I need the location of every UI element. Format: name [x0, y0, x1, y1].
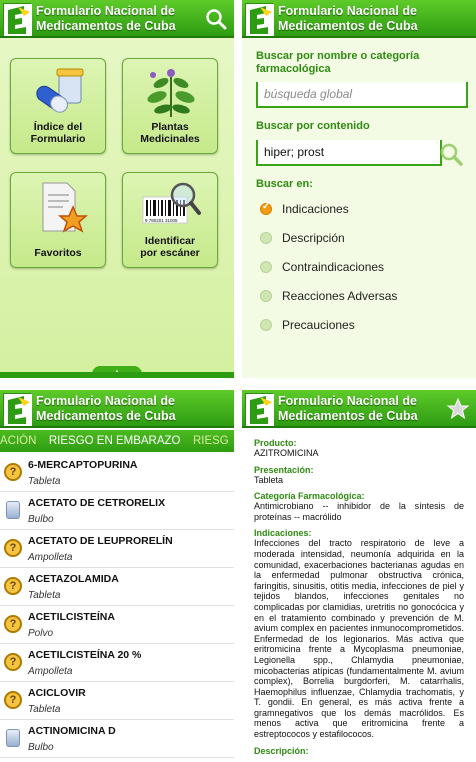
content-search-field[interactable]: [256, 140, 442, 166]
drug-name: ACICLOVIR: [28, 687, 86, 699]
drug-detail-screen: [242, 390, 476, 762]
home-screen: [0, 0, 234, 378]
question-icon: ?: [4, 615, 22, 633]
question-icon: ?: [4, 653, 22, 671]
radio-unchecked-icon: [260, 319, 272, 331]
plant-icon: [141, 67, 201, 119]
drug-name: ACETATO DE CETRORELIX: [28, 497, 166, 509]
drug-presentation: Tableta: [28, 704, 61, 715]
svg-text:9 780201 31005: 9 780201 31005: [145, 218, 178, 223]
vial-icon: [4, 501, 22, 519]
drug-presentation: Tableta: [28, 476, 61, 487]
drug-presentation: Bulbo: [28, 514, 54, 525]
list-item[interactable]: [0, 644, 234, 682]
drug-name: 6-MERCAPTOPURINA: [28, 459, 138, 471]
list-item[interactable]: [0, 530, 234, 568]
drug-detail-content: [242, 432, 476, 762]
drug-name: ACETILCISTEÍNA: [28, 611, 115, 623]
categoria-value: Antimicrobiano -- inhibidor de la síntesis de proteínas -- macrólido: [254, 501, 464, 522]
tile-indice-formulario[interactable]: [10, 58, 106, 154]
tab-next[interactable]: RIESG: [192, 435, 229, 447]
bottom-bar: [0, 372, 234, 378]
radio-unchecked-icon: [260, 290, 272, 302]
producto-label: Producto:: [254, 438, 297, 448]
question-icon: ?: [4, 463, 22, 481]
list-item[interactable]: [0, 492, 234, 530]
app-logo: [3, 393, 31, 425]
tile-label: Favoritos: [34, 247, 82, 259]
question-icon: ?: [4, 539, 22, 557]
list-item[interactable]: [0, 568, 234, 606]
app-title: Formulario Nacional de Medicamentos de Cuba: [36, 4, 176, 33]
app-title: Formulario Nacional de Medicamentos de Cuba: [278, 394, 418, 423]
pills-icon: [29, 67, 89, 119]
indicaciones-label: Indicaciones:: [254, 528, 312, 539]
app-logo: [245, 393, 273, 425]
tile-label: Plantas Medicinales: [140, 121, 200, 145]
list-item[interactable]: [0, 606, 234, 644]
search-screen: [242, 0, 476, 378]
drug-list-screen: [0, 390, 234, 762]
app-header: [242, 390, 476, 428]
app-header: [0, 390, 234, 428]
option-reacciones-adversas[interactable]: Reacciones Adversas: [260, 286, 397, 306]
list-item[interactable]: [0, 720, 234, 758]
drug-presentation: Polvo: [28, 628, 54, 639]
global-search-input[interactable]: [258, 82, 466, 106]
barcode-scanner-icon: [141, 181, 201, 233]
option-contraindicaciones[interactable]: Contraindicaciones: [260, 257, 384, 277]
radio-checked-icon: [260, 203, 272, 215]
app-title: Formulario Nacional de Medicamentos de Cuba: [36, 394, 176, 423]
option-descripcion[interactable]: Descripción: [260, 228, 345, 248]
star-icon[interactable]: [446, 397, 470, 421]
presentacion-label: Presentación:: [254, 464, 314, 475]
option-indicaciones[interactable]: ✓ Indicaciones: [260, 199, 349, 219]
drug-name: ACTINOMICINA D: [28, 725, 116, 737]
list-item[interactable]: [0, 682, 234, 720]
tile-plantas-medicinales[interactable]: [122, 58, 218, 154]
option-precauciones[interactable]: Precauciones: [260, 315, 355, 335]
radio-unchecked-icon: [260, 232, 272, 244]
favorite-document-icon: [29, 181, 89, 233]
drug-presentation: Ampolleta: [28, 552, 73, 563]
drug-name: ACETAZOLAMIDA: [28, 573, 119, 585]
question-icon: ?: [4, 577, 22, 595]
radio-unchecked-icon: [260, 261, 272, 273]
descripcion-label: Descripción:: [254, 745, 309, 756]
app-logo: [3, 3, 31, 35]
global-search-field[interactable]: [256, 82, 468, 108]
tile-label: Índice del Formulario: [30, 121, 86, 145]
app-logo: [245, 3, 273, 35]
search-icon[interactable]: [204, 7, 228, 31]
drug-presentation: Tableta: [28, 590, 61, 601]
drug-name: ACETILCISTEÍNA 20 %: [28, 649, 142, 661]
app-header: [0, 0, 234, 38]
tile-identificar-escaner[interactable]: [122, 172, 218, 268]
search-icon[interactable]: [438, 142, 464, 166]
presentacion-value: Tableta: [254, 474, 284, 485]
question-icon: ?: [4, 691, 22, 709]
tile-favoritos[interactable]: [10, 172, 106, 268]
search-in-label: Buscar en:: [256, 178, 313, 190]
vial-icon: [4, 729, 22, 747]
app-title: Formulario Nacional de Medicamentos de Cuba: [278, 4, 418, 33]
search-name-label: Buscar por nombre o categoría farmacológica: [256, 50, 420, 75]
drug-name: ACETATO DE LEUPRORELÍN: [28, 535, 173, 547]
tile-label: Identificar por escáner: [140, 235, 200, 259]
tab-prev[interactable]: ACIÓN: [0, 435, 37, 447]
app-header: [242, 0, 476, 38]
category-tabs: [0, 430, 234, 452]
search-content-label: Buscar por contenido: [256, 120, 370, 132]
drug-presentation: Bulbo: [28, 742, 54, 753]
indicaciones-value: Infecciones del tracto respiratorio de leve a moderada intensidad, neumonía adquirida en la comunidad, exacerbaciones bacterianas agudas en la enfermedad pulmonar obstructiva crónica, faringitis, sinusitis, otitis media, infecciones de piel y tejidos blandos, infecciones genitales no complicadas por clamidias, uretritis no gonocócica y en el tratamiento combinado y prevención de M. avium complex en pacientes inmunocomprometidos. Enfermedad de los legionarios. Más activa que eritromicina frente a Mycoplasma pneumoniae, Legionella spp., Chlamydia pneumoniae, micobacterias atípicas (fundamentalmente M. avium complex), Borrelia burgdorferi, M. catarrhalis, Haemophilus influenzae, Chlamydia trachomatis, y T. gondii. En general, es más activa frente a gramnegativos que los demás macrólidos. Es menos activa que eritromicina frente a estreptococos y estafilococos.: [254, 538, 464, 740]
content-search-input[interactable]: [258, 140, 440, 164]
drug-presentation: Ampolleta: [28, 666, 73, 677]
categoria-label: Categoría Farmacológica:: [254, 491, 365, 502]
tab-riesgo-embarazo[interactable]: RIESGO EN EMBARAZO: [48, 435, 181, 447]
list-item[interactable]: [0, 454, 234, 492]
producto-value: AZITROMICINA: [254, 448, 319, 458]
